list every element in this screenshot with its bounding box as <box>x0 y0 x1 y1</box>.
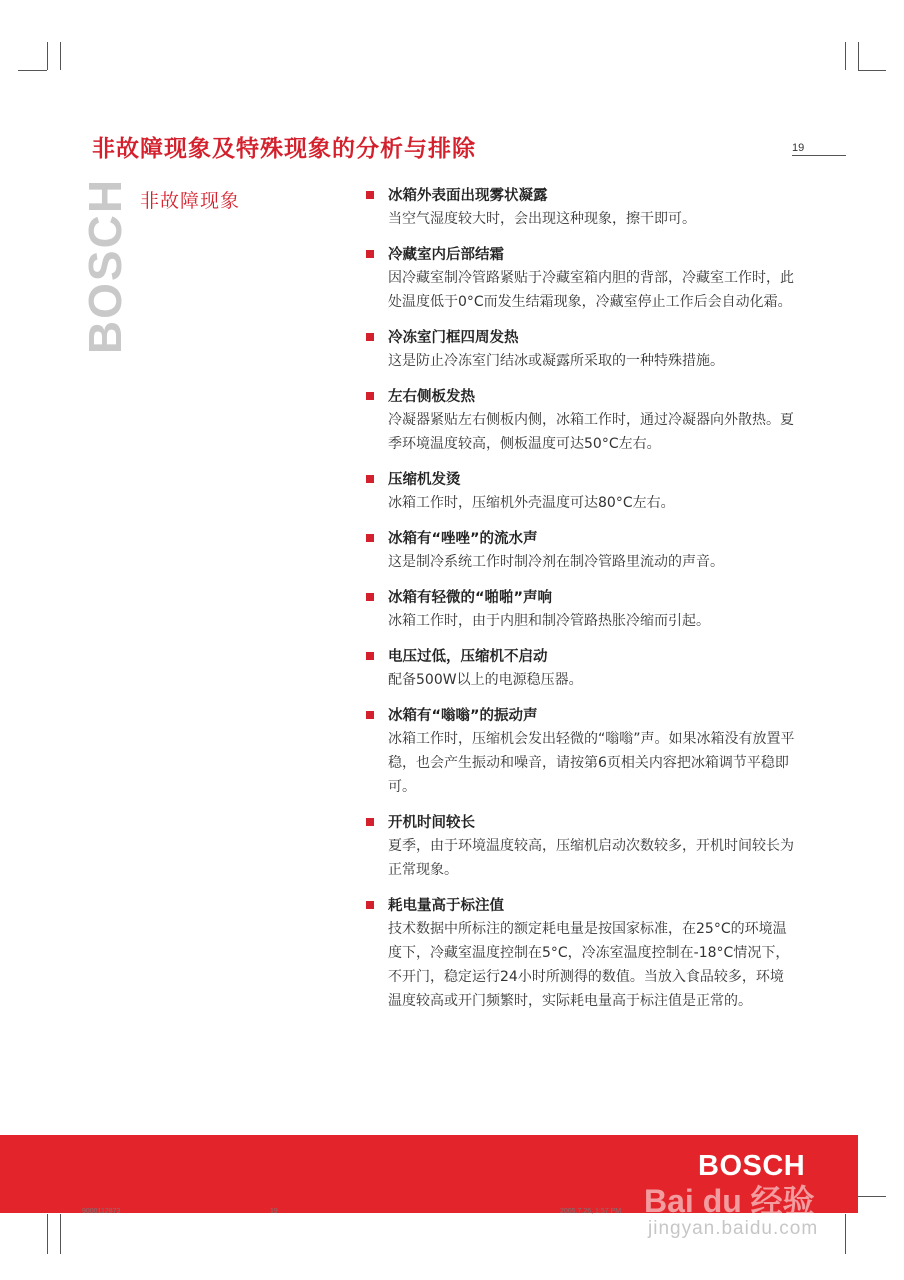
bullet-square-icon <box>366 191 374 199</box>
crop-mark <box>18 70 47 71</box>
item-title: 开机时间较长 <box>388 815 475 831</box>
item-body: 当空气湿度较大时，会出现这种现象，擦干即可。 <box>388 211 696 227</box>
item-title: 电压过低，压缩机不启动 <box>388 649 548 665</box>
bullet-square-icon <box>366 593 374 601</box>
bullet-square-icon <box>366 711 374 719</box>
item-title: 冷藏室内后部结霜 <box>388 247 504 263</box>
item-body: 技术数据中所标注的额定耗电量是按国家标准，在25°C的环境温度下，冷藏室温度控制在5°C，冷冻室温度控制在-18°C情况下，不开门，稳定运行24小时所测得的数值。当放入食品较多，环境温度较高或开门频繁时，实际耗电量高于标注值是正常的。 <box>388 921 790 1009</box>
baidu-watermark-url: jingyan.baidu.com <box>648 1218 819 1239</box>
item-body: 因冷藏室制冷管路紧贴于冷藏室箱内胆的背部，冷藏室工作时，此处温度低于0°C而发生结霜现象，冷藏室停止工作后会自动化霜。 <box>388 270 794 310</box>
footer-doc-code: 9000112873 <box>82 1208 121 1215</box>
list-item <box>366 588 796 633</box>
item-title: 耗电量高于标注值 <box>388 898 504 914</box>
bosch-vertical-logo-text: BOSCH <box>79 177 131 355</box>
item-body: 冷凝器紧贴左右侧板内侧，冰箱工作时，通过冷凝器向外散热。夏季环境温度较高，侧板温度可达50°C左右。 <box>388 412 794 452</box>
list-item <box>366 813 796 882</box>
item-title: 左右侧板发热 <box>388 389 475 405</box>
list-item <box>366 245 796 314</box>
item-title: 冰箱有“嗡嗡”的振动声 <box>388 708 538 724</box>
list-item <box>366 647 796 692</box>
item-title: 冰箱有“唑唑”的流水声 <box>388 531 538 547</box>
bullet-square-icon <box>366 818 374 826</box>
list-item <box>366 387 796 456</box>
list-item <box>366 186 796 231</box>
bullet-square-icon <box>366 392 374 400</box>
item-body: 冰箱工作时，压缩机会发出轻微的“嗡嗡”声。如果冰箱没有放置平稳，也会产生振动和噪音，请按第6页相关内容把冰箱调节平稳即可。 <box>388 731 795 795</box>
baidu-watermark-logo: Bai du 经验 <box>644 1183 815 1219</box>
bosch-footer-logo: BOSCH <box>698 1150 806 1182</box>
item-body: 这是制冷系统工作时制冷剂在制冷管路里流动的声音。 <box>388 554 724 570</box>
item-title: 冰箱外表面出现雾状凝露 <box>388 188 548 204</box>
bullet-square-icon <box>366 475 374 483</box>
bullet-square-icon <box>366 250 374 258</box>
list-item <box>366 706 796 799</box>
item-title: 冰箱有轻微的“啪啪”声响 <box>388 590 553 606</box>
page-number: 19 <box>792 142 805 154</box>
crop-mark <box>845 42 846 70</box>
bullet-square-icon <box>366 652 374 660</box>
crop-mark <box>60 1214 61 1254</box>
item-title: 压缩机发烫 <box>388 472 461 488</box>
item-body: 冰箱工作时，由于内胆和制冷管路热胀冷缩而引起。 <box>388 613 710 629</box>
item-body: 冰箱工作时，压缩机外壳温度可达80°C左右。 <box>388 495 675 511</box>
crop-mark <box>47 1214 48 1254</box>
bullet-square-icon <box>366 534 374 542</box>
bosch-vertical-logo <box>79 177 131 355</box>
bullet-square-icon <box>366 901 374 909</box>
list-item <box>366 328 796 373</box>
page-number-rule <box>792 155 846 156</box>
footer-timestamp: 2005.7.26, 1:57 PM <box>560 1208 622 1215</box>
crop-mark <box>858 42 859 70</box>
list-item <box>366 470 796 515</box>
list-item <box>366 896 796 1013</box>
crop-mark <box>858 70 886 71</box>
page-title: 非故障现象及特殊现象的分析与排除 <box>92 136 476 162</box>
footer-page: 19 <box>270 1208 278 1215</box>
list-item <box>366 529 796 574</box>
item-body: 夏季，由于环境温度较高，压缩机启动次数较多，开机时间较长为正常现象。 <box>388 838 794 878</box>
crop-mark <box>47 42 48 70</box>
item-body: 配备500W以上的电源稳压器。 <box>388 672 583 688</box>
item-title: 冷冻室门框四周发热 <box>388 330 519 346</box>
phenomena-list <box>366 186 796 1027</box>
section-heading: 非故障现象 <box>140 190 241 212</box>
crop-mark <box>845 1214 846 1254</box>
item-body: 这是防止冷冻室门结冰或凝露所采取的一种特殊措施。 <box>388 353 724 369</box>
crop-mark <box>858 1196 886 1197</box>
crop-mark <box>60 42 61 70</box>
bullet-square-icon <box>366 333 374 341</box>
